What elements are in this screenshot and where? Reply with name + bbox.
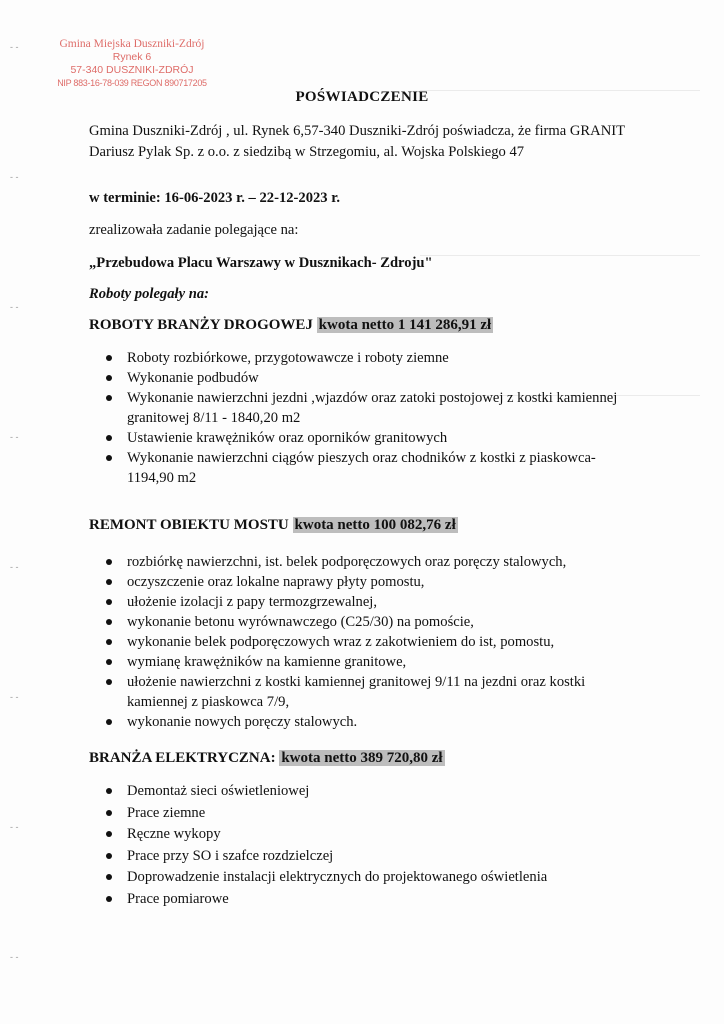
list-item: Wykonanie podbudów [106,368,646,388]
section-heading-electrical [89,750,445,767]
municipality-stamp [52,38,212,90]
term-line: w terminie: 16-06-2023 r. – 22-12-2023 r. [89,190,341,206]
works-label: Roboty polegały na: [89,286,209,302]
stamp-line: 57-340 DUSZNIKI-ZDRÓJ [70,64,194,76]
section-title: ROBOTY BRANŻY DROGOWEJ [89,317,313,333]
section-heading-road [89,317,493,334]
bullet-icon [106,659,112,665]
scan-edge-mark: - - [10,692,19,702]
bullet-icon [106,831,112,837]
amount-highlight: kwota netto 389 720,80 zł [281,750,443,766]
electrical-works-list [106,781,626,910]
bullet-icon [106,810,112,816]
bullet-icon [106,375,112,381]
project-name: „Przebudowa Placu Warszawy w Dusznikach- Zdroju" [89,255,433,271]
scan-edge-mark: - - [10,432,19,442]
bullet-icon [106,874,112,880]
bullet-icon [106,853,112,859]
list-item: ułożenie nawierzchni z kostki kamiennej granitowej 9/11 na jezdni oraz kostki kamiennej z piaskowca 7/9, [106,672,626,712]
list-item: Prace ziemne [106,803,626,825]
section-title: BRANŻA ELEKTRYCZNA: [89,750,276,766]
list-item: Ustawienie krawężników oraz oporników granitowych [106,428,646,448]
road-works-list [106,348,646,488]
stamp-line: NIP 883-16-78-039 REGON 890717205 [57,78,207,88]
list-item: rozbiórkę nawierzchni, ist. belek podporęczowych oraz poręczy stalowych, [106,552,626,572]
document-title: POŚWIADCZENIE [295,89,429,105]
stamp-line: Rynek 6 [112,51,152,63]
bullet-icon [106,599,112,605]
list-item: wykonanie belek podporęczowych wraz z zakotwieniem do ist, pomostu, [106,632,626,652]
list-item: Roboty rozbiórkowe, przygotowawcze i roboty ziemne [106,348,646,368]
list-item: oczyszczenie oraz lokalne naprawy płyty pomostu, [106,572,626,592]
stamp-line: Gmina Miejska Duszniki-Zdrój [59,38,205,50]
scan-edge-mark: - - [10,302,19,312]
scan-edge-mark: - - [10,822,19,832]
list-item: Prace przy SO i szafce rozdzielczej [106,846,626,868]
scan-edge-mark: - - [10,562,19,572]
task-intro: zrealizowała zadanie polegające na: [89,222,299,238]
list-item: Ręczne wykopy [106,824,626,846]
section-title: REMONT OBIEKTU MOSTU [89,517,289,533]
section-heading-bridge [89,517,458,534]
scan-edge-mark: - - [10,172,19,182]
scan-edge-mark: - - [10,952,19,962]
bullet-icon [106,788,112,794]
list-item: Doprowadzenie instalacji elektrycznych do projektowanego oświetlenia [106,867,626,889]
bullet-icon [106,679,112,685]
list-item: wykonanie betonu wyrównawczego (C25/30) na pomoście, [106,612,626,632]
bullet-icon [106,639,112,645]
bullet-icon [106,559,112,565]
bridge-works-list [106,552,626,732]
bullet-icon [106,435,112,441]
bullet-icon [106,719,112,725]
list-item: wymianę krawężników na kamienne granitowe, [106,652,626,672]
bullet-icon [106,455,112,461]
bullet-icon [106,579,112,585]
intro-paragraph: Gmina Duszniki-Zdrój , ul. Rynek 6,57-340 Duszniki-Zdrój poświadcza, że firma GRANIT Dariusz Pylak Sp. z o.o. z siedzibą w Strzegomiu, al. Wojska Polskiego 47 [89,123,625,160]
amount-highlight: kwota netto 100 082,76 zł [294,517,456,533]
bullet-icon [106,355,112,361]
list-item: wykonanie nowych poręczy stalowych. [106,712,626,732]
amount-highlight: kwota netto 1 141 286,91 zł [318,317,492,333]
list-item: Wykonanie nawierzchni ciągów pieszych oraz chodników z kostki z piaskowca- 1194,90 m2 [106,448,646,488]
list-item: Prace pomiarowe [106,889,626,911]
bullet-icon [106,896,112,902]
bullet-icon [106,395,112,401]
bullet-icon [106,619,112,625]
list-item: Wykonanie nawierzchni jezdni ,wjazdów oraz zatoki postojowej z kostki kamiennej granitowej 8/11 - 1840,20 m2 [106,388,646,428]
scan-edge-mark: - - [10,42,19,52]
list-item: Demontaż sieci oświetleniowej [106,781,626,803]
list-item: ułożenie izolacji z papy termozgrzewalnej, [106,592,626,612]
